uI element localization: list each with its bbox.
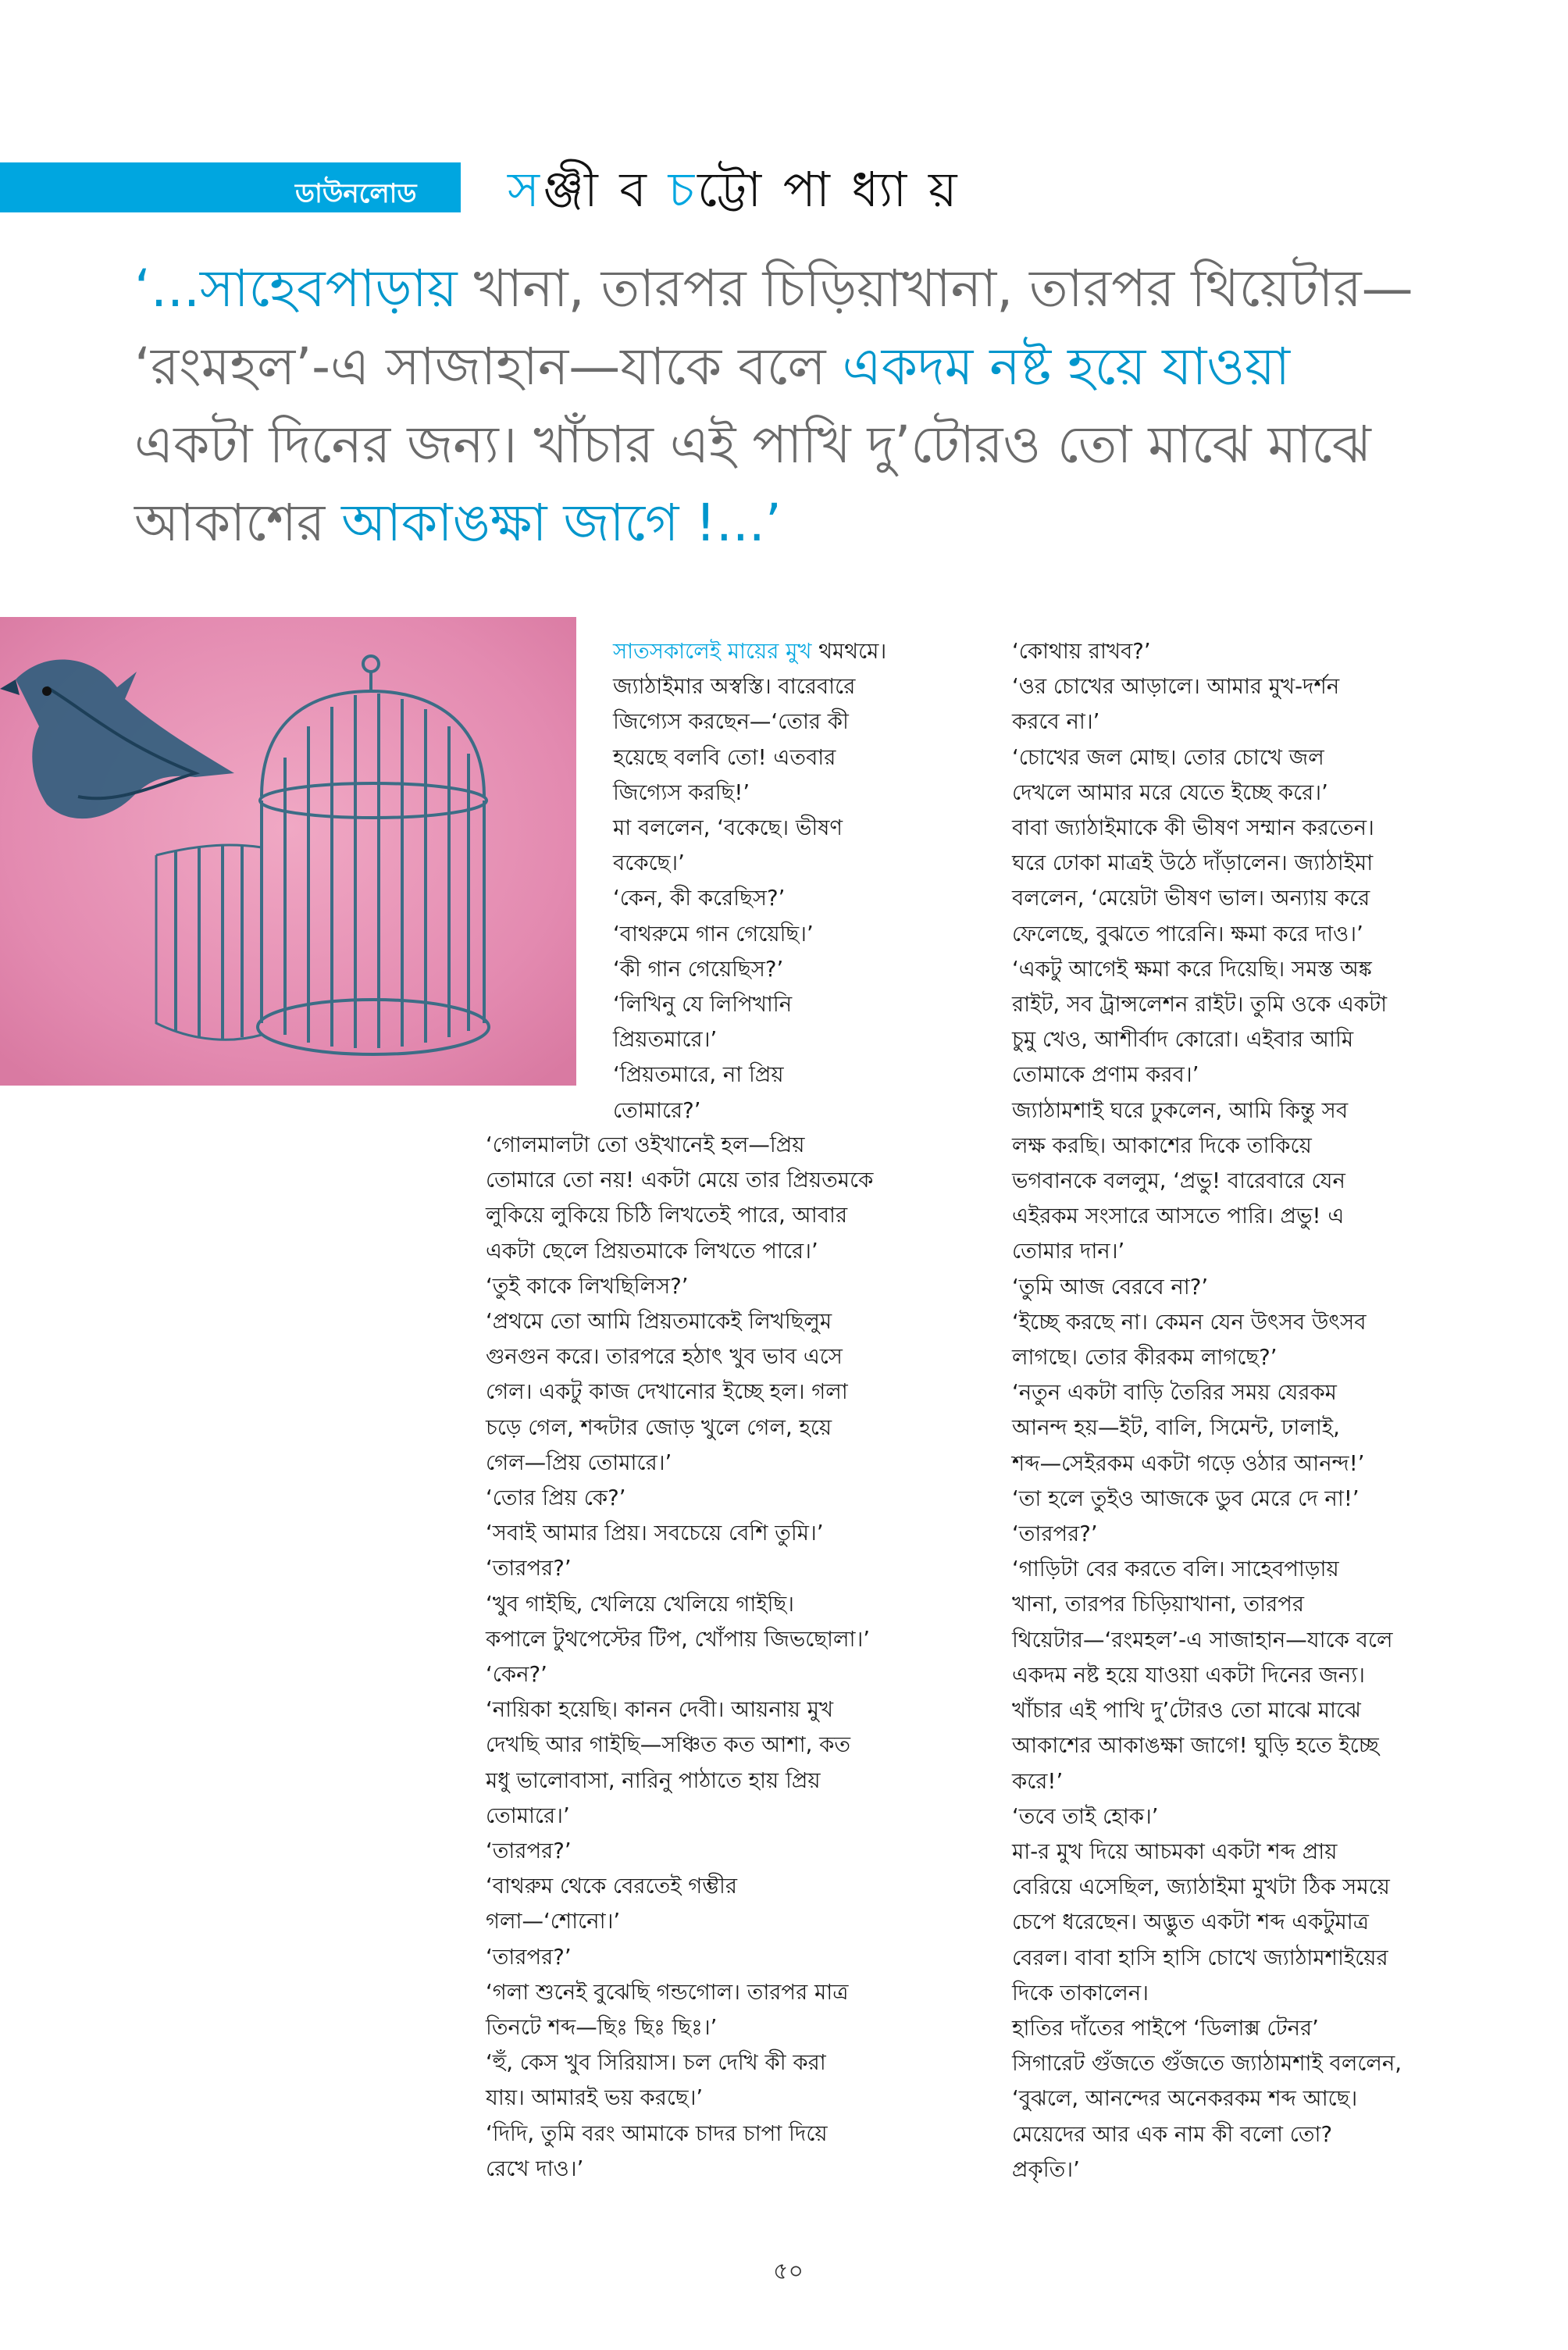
text-line: এইরকম সংসারে আসতে পারি। প্রভু! এ — [1012, 1204, 1345, 1229]
text-line: রেখে দাও।’ — [486, 2156, 584, 2181]
article-column-2 — [1012, 634, 1402, 2188]
text-line: ভগবানকে বললুম, ‘প্রভু! বারেবারে যেন — [1012, 1168, 1345, 1194]
text-line: চড়ে গেল, শব্দটার জোড় খুলে গেল, হয়ে — [486, 1414, 832, 1440]
text-line: ‘প্রথমে তো আমি প্রিয়তমাকেই লিখছিলুম — [486, 1309, 832, 1335]
text-line: ‘একটু আগেই ক্ষমা করে দিয়েছি। সমস্ত অঙ্ক — [1012, 956, 1372, 982]
pull-quote-highlight: একদম নষ্ট হয়ে যাওয়া — [842, 337, 1290, 397]
text-line: মধু ভালোবাসা, নারিনু পাঠাতে হায় প্রিয় — [486, 1767, 821, 1793]
text-line: একদম নষ্ট হয়ে যাওয়া একটা দিনের জন্য। — [1012, 1662, 1366, 1688]
pull-quote-text: ‘রংমহল’-এ সাজাহান—যাকে বলে — [134, 337, 843, 397]
text-line: বেরিয়ে এসেছিল, জ্যাঠাইমা মুখটা ঠিক সময়ে — [1012, 1874, 1390, 1900]
text-line: তিনটে শব্দ—ছিঃ ছিঃ ছিঃ।’ — [486, 2015, 718, 2041]
author-part: স — [508, 161, 543, 218]
text-line: মা বললেন, ‘বকেছে। ভীষণ — [613, 815, 843, 841]
text-line: থিয়েটার—‘রংমহল’-এ সাজাহান—যাকে বলে — [1012, 1627, 1393, 1653]
text-line: গলা—‘শোনো।’ — [486, 1909, 621, 1935]
text-line: ‘নায়িকা হয়েছি। কানন দেবী। আয়নায় মুখ — [486, 1697, 834, 1723]
text-line: ‘তারপর?’ — [486, 1556, 572, 1582]
bird-cage-illustration — [0, 617, 576, 1086]
text-line: ‘কেন, কী করেছিস?’ — [613, 886, 786, 911]
page-number: ৫০ — [773, 2258, 804, 2285]
text-line: খানা, তারপর চিড়িয়াখানা, তারপর — [1012, 1592, 1304, 1617]
text-line: জ্যাঠামশাই ঘরে ঢুকলেন, আমি কিন্তু সব — [1012, 1097, 1349, 1123]
text-line: হাতির দাঁতের পাইপে ‘ডিলাক্স টেনর’ — [1012, 2015, 1319, 2041]
author-part: চ — [668, 161, 698, 218]
text-line: মেয়েদের আর এক নাম কী বলো তো? — [1012, 2121, 1333, 2147]
text-line: ‘তবে তাই হোক।’ — [1012, 1803, 1159, 1829]
section-label: ডাউনলোড — [295, 178, 417, 209]
text-line: আকাশের আকাঙক্ষা জাগে! ঘুড়ি হতে ইচ্ছে — [1012, 1733, 1379, 1759]
text-line: একটা ছেলে প্রিয়তমাকে লিখতে পারে।’ — [486, 1238, 818, 1264]
text-line: প্রিয়তমারে।’ — [613, 1027, 718, 1053]
text-line: গুনগুন করে। তারপরে হঠাৎ খুব ভাব এসে — [486, 1344, 843, 1370]
text-line: ‘লিখিনু যে লিপিখানি — [613, 992, 793, 1018]
text-line: বাবা জ্যাঠাইমাকে কী ভীষণ সম্মান করতেন। — [1012, 815, 1374, 841]
pull-quote-line — [134, 406, 1462, 484]
text-line: ‘চোখের জল মোছ। তোর চোখে জল — [1012, 744, 1324, 770]
text-line: বকেছে।’ — [613, 850, 685, 876]
text-fragment: থমথমে। — [811, 639, 887, 664]
text-line: জিগ্যেস করছি!’ — [613, 779, 750, 805]
text-line: খাঁচার এই পাখি দু’টোরও তো মাঝে মাঝে — [1012, 1698, 1361, 1724]
pull-quote-highlight: আকাঙক্ষা জাগে !...’ — [341, 493, 782, 553]
text-line: বললেন, ‘মেয়েটা ভীষণ ভাল। অন্যায় করে — [1012, 886, 1370, 911]
text-line: ‘তারপর?’ — [486, 1838, 572, 1864]
text-line: ‘বুঝলে, আনন্দের অনেকরকম শব্দ আছে। — [1012, 2086, 1358, 2112]
bird-cage-drawing — [0, 617, 576, 1086]
text-line: ‘তুই কাকে লিখছিলিস?’ — [486, 1273, 689, 1299]
text-line: দিকে তাকালেন। — [1012, 1980, 1149, 2006]
text-line: ‘বাথরুমে গান গেয়েছি।’ — [613, 921, 814, 947]
text-line: ‘খুব গাইছি, খেলিয়ে খেলিয়ে গাইছি। — [486, 1591, 794, 1617]
text-line: ‘নতুন একটা বাড়ি তৈরির সময় যেরকম — [1012, 1380, 1337, 1406]
text-line: ‘ওর চোখের আড়ালে। আমার মুখ-দর্শন — [1012, 674, 1340, 700]
text-line: লাগছে। তোর কীরকম লাগছে?’ — [1012, 1345, 1278, 1371]
text-line: ‘বাথরুম থেকে বেরতেই গম্ভীর — [486, 1874, 738, 1899]
pull-quote-line — [134, 250, 1462, 328]
text-line: হয়েছে বলবি তো! এতবার — [613, 744, 836, 770]
text-line: লুকিয়ে লুকিয়ে চিঠি লিখতেই পারে, আবার — [486, 1203, 848, 1228]
text-line: যায়। আমারই ভয় করছে।’ — [486, 2085, 704, 2111]
text-line: ফেলেছে, বুঝতে পারেনি। ক্ষমা করে দাও।’ — [1012, 921, 1363, 947]
text-line: ‘তারপর?’ — [1012, 1521, 1098, 1547]
text-line: চুমু খেও, আশীর্বাদ কোরো। এইবার আমি — [1012, 1027, 1354, 1053]
text-line: সিগারেট গুঁজতে গুঁজতে জ্যাঠামশাই বললেন, — [1012, 2051, 1402, 2077]
article-column-1-bottom — [486, 1128, 873, 2187]
text-line: বেরল। বাবা হাসি হাসি চোখে জ্যাঠামশাইয়ের — [1012, 1945, 1388, 1970]
text-line: ‘গাড়িটা বের করতে বলি। সাহেবপাড়ায় — [1012, 1557, 1339, 1582]
text-line: রাইট, সব ট্রান্সলেশন রাইট। তুমি ওকে একটা — [1012, 992, 1388, 1018]
text-line: লক্ষ করছি। আকাশের দিকে তাকিয়ে — [1012, 1132, 1312, 1158]
author-part: ঞ্জী ব — [542, 161, 668, 218]
pull-quote-line — [134, 484, 1462, 562]
text-line: জ্যাঠাইমার অস্বস্তি। বারেবারে — [613, 674, 856, 700]
text-line: ‘প্রিয়তমারে, না প্রিয় — [613, 1062, 784, 1088]
pull-quote — [134, 250, 1462, 562]
text-line: চেপে ধরেছেন। অদ্ভুত একটা শব্দ একটুমাত্র — [1012, 1910, 1369, 1935]
text-line: গেল—প্রিয় তোমারে।’ — [486, 1450, 672, 1475]
text-line: ‘সবাই আমার প্রিয়। সবচেয়ে বেশি তুমি।’ — [486, 1521, 824, 1546]
text-line: ‘তোর প্রিয় কে?’ — [486, 1485, 626, 1511]
text-line: ‘গলা শুনেই বুঝেছি গন্ডগোল। তারপর মাত্র — [486, 1979, 849, 2005]
text-line: তোমারে তো নয়! একটা মেয়ে তার প্রিয়তমকে — [486, 1168, 874, 1193]
text-line: আনন্দ হয়—ইট, বালি, সিমেন্ট, ঢালাই, — [1012, 1415, 1340, 1441]
text-line: তোমারে?’ — [613, 1097, 701, 1123]
text-line: ‘তারপর?’ — [486, 1944, 572, 1970]
text-line: ‘হুঁ, কেস খুব সিরিয়াস। চল দেখি কী করা — [486, 2050, 826, 2076]
text-line: ‘কী গান গেয়েছিস?’ — [613, 956, 784, 982]
text-line: ‘কেন?’ — [486, 1662, 547, 1688]
text-line: মা-র মুখ দিয়ে আচমকা একটা শব্দ প্রায় — [1012, 1838, 1338, 1864]
text-line: জিগ্যেস করছেন—‘তোর কী — [613, 709, 849, 735]
lead-in: সাতসকালেই মায়ের মুখ — [613, 639, 812, 664]
pull-quote-text: আকাশের — [134, 493, 342, 553]
text-line: ‘তা হলে তুইও আজকে ডুব মেরে দে না!’ — [1012, 1485, 1360, 1511]
text-line: তোমাকে প্রণাম করব।’ — [1012, 1062, 1199, 1088]
text-line — [613, 634, 886, 669]
text-line: গেল। একটু কাজ দেখানোর ইচ্ছে হল। গলা — [486, 1379, 848, 1405]
text-line: করে!’ — [1012, 1768, 1064, 1794]
pull-quote-text: খানা, তারপর চিড়িয়াখানা, তারপর থিয়েটার— — [457, 259, 1413, 319]
text-line: দেখছি আর গাইছি—সঞ্চিত কত আশা, কত — [486, 1732, 850, 1758]
text-line: দেখলে আমার মরে যেতে ইচ্ছে করে।’ — [1012, 779, 1328, 805]
text-line: ঘরে ঢোকা মাত্রই উঠে দাঁড়ালেন। জ্যাঠাইমা — [1012, 850, 1374, 876]
text-line: ‘তুমি আজ বেরবে না?’ — [1012, 1274, 1209, 1300]
text-line: ‘ইচ্ছে করছে না। কেমন যেন উৎসব উৎসব — [1012, 1309, 1367, 1335]
pull-quote-text: একটা দিনের জন্য। খাঁচার এই পাখি দু’টোরও তো মাঝে মাঝে — [134, 415, 1371, 475]
text-line: কপালে টুথপেস্টের টিপ, খোঁপায় জিভছোলা।’ — [486, 1626, 871, 1652]
author-part: ট্টো পা ধ্যা য় — [697, 161, 960, 218]
text-line: তোমারে।’ — [486, 1803, 570, 1828]
text-line: ‘কোথায় রাখব?’ — [1012, 639, 1151, 664]
text-line: করবে না।’ — [1012, 709, 1100, 735]
text-line: তোমার দান।’ — [1012, 1239, 1125, 1264]
pull-quote-highlight: ‘...সাহেবপাড়ায় — [134, 259, 458, 319]
article-column-1-top — [613, 634, 886, 1129]
text-line: শব্দ—সেইরকম একটা গড়ে ওঠার আনন্দ!’ — [1012, 1450, 1365, 1476]
text-line: ‘গোলমালটা তো ওইখানেই হল—প্রিয় — [486, 1132, 805, 1157]
text-line: প্রকৃতি।’ — [1012, 2156, 1080, 2182]
author-name — [508, 153, 960, 234]
pull-quote-line — [134, 328, 1462, 406]
text-line: ‘দিদি, তুমি বরং আমাকে চাদর চাপা দিয়ে — [486, 2120, 828, 2146]
